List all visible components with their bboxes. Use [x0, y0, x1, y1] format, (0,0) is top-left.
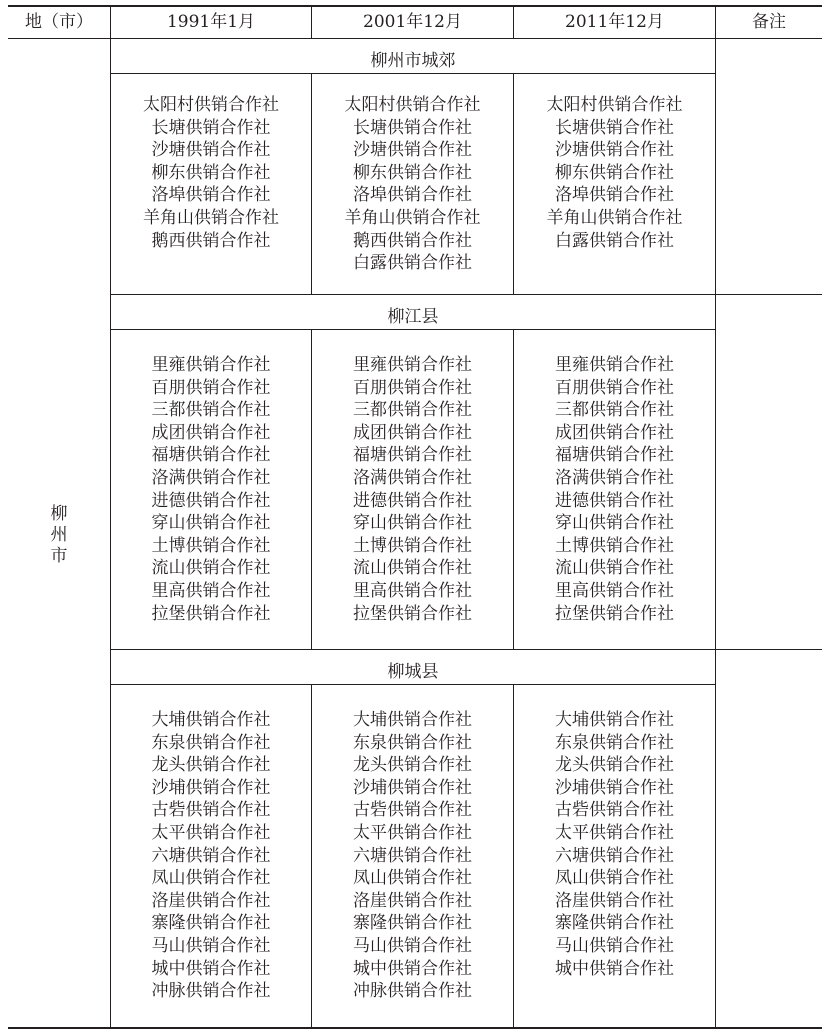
cooperative-name: 三都供销合作社 [151, 400, 271, 421]
cooperative-name: 洛埠供销合作社 [151, 185, 271, 206]
cooperative-name: 洛埠供销合作社 [555, 185, 674, 206]
cooperative-name: 里高供销合作社 [555, 580, 674, 601]
cooperative-name: 流山供销合作社 [555, 558, 674, 579]
cooperative-name: 羊角山供销合作社 [143, 207, 279, 228]
city-char: 州 [50, 525, 68, 545]
cooperative-name: 进德供销合作社 [151, 490, 271, 511]
list-liujiang-1991 [111, 354, 311, 625]
cooperative-name: 古砦供销合作社 [151, 800, 271, 821]
cooperative-name: 拉堡供销合作社 [555, 603, 674, 624]
cooperative-name: 洛满供销合作社 [151, 467, 271, 488]
cooperative-name: 白露供销合作社 [555, 230, 674, 251]
list-suburbs-2001 [312, 94, 513, 275]
cooperative-name: 洛崖供销合作社 [151, 890, 271, 911]
cooperative-name: 东泉供销合作社 [353, 732, 472, 753]
cooperative-name: 马山供销合作社 [353, 935, 472, 956]
cooperative-name: 沙埔供销合作社 [151, 777, 271, 798]
list-liucheng-2011 [514, 709, 715, 980]
cooperative-name: 百朋供销合作社 [353, 377, 472, 398]
cooperative-name: 太阳村供销合作社 [344, 95, 481, 115]
cooperative-name: 马山供销合作社 [151, 935, 271, 956]
cooperative-name: 六塘供销合作社 [353, 845, 472, 866]
cooperative-name: 福塘供销合作社 [555, 445, 674, 466]
cooperative-name: 穿山供销合作社 [555, 513, 674, 534]
cooperative-name: 成团供销合作社 [353, 422, 472, 443]
cooperative-name: 鹅西供销合作社 [151, 230, 271, 251]
cooperative-name: 福塘供销合作社 [151, 445, 271, 466]
cooperative-name: 寨隆供销合作社 [151, 913, 271, 934]
cooperative-name: 城中供销合作社 [353, 958, 472, 979]
col-divider-remarks [715, 6, 716, 1028]
cooperative-name: 成团供销合作社 [151, 422, 271, 443]
cooperative-name: 柳东供销合作社 [353, 162, 472, 183]
list-liucheng-1991 [111, 709, 311, 1003]
cooperative-name: 里高供销合作社 [151, 580, 271, 601]
cooperative-name: 沙塘供销合作社 [353, 140, 472, 161]
cooperative-name: 土博供销合作社 [555, 535, 674, 556]
cooperative-name: 白露供销合作社 [353, 253, 472, 274]
header-remarks: 备注 [752, 12, 786, 32]
cooperative-name: 拉堡供销合作社 [151, 603, 271, 624]
list-liujiang-2011 [514, 354, 715, 625]
cooperative-name: 百朋供销合作社 [555, 377, 674, 398]
cooperative-name: 东泉供销合作社 [151, 732, 271, 753]
cooperative-name: 鹅西供销合作社 [353, 230, 472, 251]
cooperative-name: 凤山供销合作社 [555, 868, 674, 889]
cooperative-name: 冲脉供销合作社 [151, 981, 271, 1002]
cooperative-name: 里雍供销合作社 [555, 355, 674, 375]
cooperative-name: 太平供销合作社 [151, 822, 271, 843]
cooperative-name: 长塘供销合作社 [555, 117, 674, 138]
cooperative-name: 太阳村供销合作社 [546, 95, 683, 115]
list-suburbs-1991 [111, 94, 311, 252]
cooperative-name: 羊角山供销合作社 [546, 207, 683, 228]
cooperative-name: 穿山供销合作社 [151, 513, 271, 534]
cooperative-name: 三都供销合作社 [555, 400, 674, 421]
cooperative-name: 洛崖供销合作社 [555, 890, 674, 911]
cooperative-name: 里雍供销合作社 [353, 355, 472, 375]
cooperative-name: 六塘供销合作社 [555, 845, 674, 866]
section-title-suburbs: 柳州市城郊 [370, 51, 456, 71]
sec3-title-rule [111, 684, 715, 685]
header-1991: 1991年1月 [166, 12, 256, 32]
cooperative-name: 长塘供销合作社 [151, 117, 271, 138]
cooperative-name: 柳东供销合作社 [151, 162, 271, 183]
list-liujiang-2001 [312, 354, 513, 625]
cooperative-name: 寨隆供销合作社 [353, 913, 472, 934]
cooperative-name: 大埔供销合作社 [555, 710, 674, 730]
cooperative-name: 进德供销合作社 [555, 490, 674, 511]
cooperative-name: 沙塘供销合作社 [151, 140, 271, 161]
cooperative-name: 太平供销合作社 [353, 822, 472, 843]
cooperative-name: 流山供销合作社 [353, 558, 472, 579]
cooperative-name: 沙埔供销合作社 [353, 777, 472, 798]
section-title-liucheng: 柳城县 [387, 662, 439, 682]
cooperative-name: 里雍供销合作社 [151, 355, 271, 375]
section-title-liujiang: 柳江县 [387, 307, 439, 327]
cooperative-name: 城中供销合作社 [151, 958, 271, 979]
cooperative-name: 马山供销合作社 [555, 935, 674, 956]
cooperative-name: 流山供销合作社 [151, 558, 271, 579]
cooperative-name: 太阳村供销合作社 [143, 95, 279, 115]
cooperative-name: 洛满供销合作社 [353, 467, 472, 488]
cooperative-name: 冲脉供销合作社 [353, 981, 472, 1002]
cooperative-name: 里高供销合作社 [353, 580, 472, 601]
cooperative-name: 成团供销合作社 [555, 422, 674, 443]
cooperative-name: 福塘供销合作社 [353, 445, 472, 466]
sec1-title-rule [111, 73, 715, 74]
cooperative-name: 凤山供销合作社 [353, 868, 472, 889]
sec2-title-rule [111, 329, 715, 330]
cooperative-name: 土博供销合作社 [353, 535, 472, 556]
cooperative-name: 大埔供销合作社 [151, 710, 271, 730]
cooperative-name: 洛崖供销合作社 [353, 890, 472, 911]
header-region: 地（市） [25, 12, 93, 32]
cooperative-name: 沙塘供销合作社 [555, 140, 674, 161]
list-liucheng-2001 [312, 709, 513, 1003]
cooperative-name: 东泉供销合作社 [555, 732, 674, 753]
cooperative-name: 大埔供销合作社 [353, 710, 472, 730]
cooperative-name: 长塘供销合作社 [353, 117, 472, 138]
cooperative-name: 寨隆供销合作社 [555, 913, 674, 934]
header-2011: 2011年12月 [565, 12, 664, 32]
cooperative-name: 柳东供销合作社 [555, 162, 674, 183]
cooperative-name: 龙头供销合作社 [555, 755, 674, 776]
cooperative-name: 古砦供销合作社 [353, 800, 472, 821]
cooperative-name: 拉堡供销合作社 [353, 603, 472, 624]
cooperative-name: 穿山供销合作社 [353, 513, 472, 534]
city-char: 柳 [50, 504, 68, 524]
cooperative-name: 土博供销合作社 [151, 535, 271, 556]
header-2001: 2001年12月 [363, 12, 462, 32]
city-label [8, 504, 110, 567]
cooperative-name: 洛满供销合作社 [555, 467, 674, 488]
cooperative-name: 古砦供销合作社 [555, 800, 674, 821]
cooperative-name: 龙头供销合作社 [353, 755, 472, 776]
cooperative-name: 洛埠供销合作社 [353, 185, 472, 206]
cooperative-name: 羊角山供销合作社 [344, 207, 481, 228]
cooperative-name: 凤山供销合作社 [151, 868, 271, 889]
cooperative-name: 太平供销合作社 [555, 822, 674, 843]
cooperative-name: 沙埔供销合作社 [555, 777, 674, 798]
cooperative-name: 进德供销合作社 [353, 490, 472, 511]
list-suburbs-2011 [514, 94, 715, 252]
cooperative-name: 城中供销合作社 [555, 958, 674, 979]
cooperative-name: 六塘供销合作社 [151, 845, 271, 866]
cooperative-name: 三都供销合作社 [353, 400, 472, 421]
cooperative-name: 龙头供销合作社 [151, 755, 271, 776]
cooperative-name: 百朋供销合作社 [151, 377, 271, 398]
city-char: 市 [50, 546, 68, 566]
table-bottom-rule [8, 1027, 822, 1029]
